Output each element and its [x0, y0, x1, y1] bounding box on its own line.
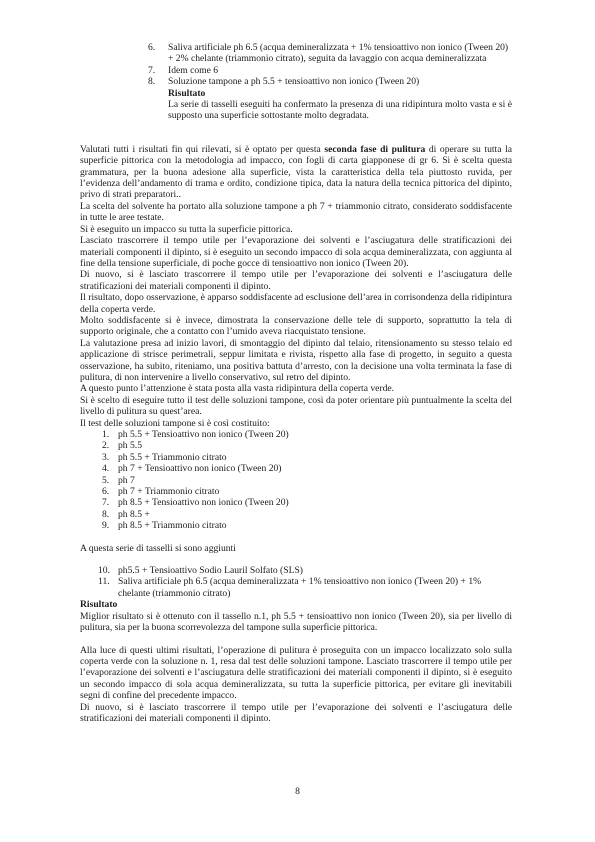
- list-item: [80, 463, 512, 474]
- paragraph: La valutazione presa ad inizio lavori, di smontaggio del dipinto dal telaio, ritensionamento su stesso telaio ed applicazione di strisce perimetrali, seppur limitata e rivista, rispetto alla fase di progetto, in seguito a questa osservazione, ha subito, riteniamo, una positiva battuta d’arresto, con la decisione una volta terminata la fase di pulitura, di non intervenire a livello conservativo, sul retro del dipinto.: [80, 337, 512, 383]
- list-item: [80, 520, 512, 531]
- result-text: Miglior risultato si è ottenuto con il tassello n.1, ph 5.5 + tensioattivo non ionico (Tween 20), sia per livello di pulitura, sia per la buona scorrevolezza del tampone sulla superficie pittorica.: [80, 610, 512, 634]
- list-text: ph 5.5: [118, 440, 142, 452]
- list-number: 3.: [102, 451, 110, 463]
- list-text: Saliva artificiale ph 6.5 (acqua demineralizzata + 1% tensioattivo non ionico (Tween 20) + 2% chelante (triammonio citrato), seguita da lavaggio con acqua demineralizzata: [168, 42, 509, 65]
- list-item: [80, 76, 512, 87]
- list-text: ph 7 + Triammonio citrato: [118, 486, 220, 498]
- paragraph: Il test delle soluzioni tampone si è così costituito:: [80, 417, 270, 429]
- list-text: ph 8.5 +: [118, 508, 150, 520]
- list-item: [80, 576, 512, 599]
- list-text: ph 5.5 + Tensioattivo non ionico (Tween 20): [118, 429, 289, 440]
- list-item: [80, 440, 512, 451]
- paragraph: Lasciato trascorrere il tempo utile per l’evaporazione dei solventi e l’asciugatura delle stratificazioni dei materiali componenti il dipinto, si è eseguito un secondo impacco di sola acqua demineralizzata, con aggiunta al fine della tensione superficiale, di poche gocce di tensioattivo non ionico (Tween 20).: [80, 235, 512, 269]
- paragraph: Si è scelto di eseguire tutto il test delle soluzioni tampone, così da poter orientare più puntualmente la scelta del livello di pulitura su quest’area.: [80, 394, 512, 418]
- list-number: 5.: [102, 474, 110, 486]
- paragraph: La scelta del solvente ha portato alla soluzione tampone a ph 7 + triammonio citrato, considerato soddisfacente in tutte le aree testate.: [80, 200, 512, 224]
- page-number: 8: [295, 786, 300, 797]
- paragraph: A questa serie di tasselli si sono aggiunti: [80, 542, 236, 554]
- list-item: [80, 42, 512, 65]
- list-text: ph 5.5 + Triammonio citrato: [118, 451, 227, 463]
- paragraph: Si è eseguito un impacco su tutta la superficie pittorica.: [80, 223, 293, 235]
- paragraph: [80, 144, 512, 201]
- list-number: 7.: [102, 497, 110, 509]
- result-heading: Risultato: [80, 599, 118, 611]
- document-page: [80, 42, 512, 724]
- list-text: Idem come 6: [168, 64, 219, 76]
- paragraph: Molto soddisfacente si è invece, dimostrata la conservazione delle tele di supporto, soprattutto la tela di supporto originale, che a contatto con l’umido aveva riacquistato tensione.: [80, 314, 512, 338]
- paragraph: A questo punto l’attenzione è stata posta alla vasta ridipintura della coperta verde.: [80, 383, 395, 395]
- buffer-solution-list: [80, 429, 512, 532]
- paragraph: Alla luce di questi ultimi risultati, l’operazione di pulitura è proseguita con un impacco localizzato solo sulla coperta verde con la soluzione n. 1, resa dal test delle soluzioni tampone. Lasciato trascorrere il tempo utile per l’evaporazione dei solventi e l’asciugatura delle stratificazioni dei materiali componenti il dipinto, si è eseguito un secondo impacco di sola acqua demineralizzata, su tutta la superficie pittorica, per evitare gli inevitabili segni di confine del precedente impacco.: [80, 644, 512, 702]
- paragraph-text: di operare su tutta la superficie pittorica con la metodologia ad impacco, con fogli di carta giapponese di gr 6. Si è scelta questa grammatura, per la buona adesione alla superficie, vista la caratteristica della tela piuttosto ruvida, per l’evidenza dell’andamento di trama e ordito, condizione tipica, data la natura della tecnica pittorica del dipinto, privo di strati preparatori..: [80, 143, 512, 201]
- paragraph: Di nuovo, si è lasciato trascorrere il tempo utile per l’evaporazione dei solventi e l’asciugatura delle stratificazioni dei materiali componenti il dipinto.: [80, 701, 512, 724]
- list-item: [80, 475, 512, 486]
- list-text: Soluzione tampone a ph 5.5 + tensioattivo non ionico (Tween 20): [168, 76, 420, 88]
- result-text: La serie di tasselli eseguiti ha confermato la presenza di una ridipintura molto vasta e si è supposto una superficie sottostante molto degradata.: [168, 99, 512, 122]
- list-item: [80, 486, 512, 497]
- list-text: ph5.5 + Tensioattivo Sodio Lauril Solfato (SLS): [118, 565, 303, 577]
- list-item: [80, 509, 512, 520]
- list-number: 7.: [148, 64, 156, 76]
- list-text: ph 7 + Tensioattivo non ionico (Tween 20): [118, 463, 282, 475]
- list-number: 4.: [102, 463, 110, 475]
- list-number: 2.: [102, 440, 110, 452]
- list-number: 1.: [102, 429, 110, 440]
- paragraph-text: Valutati tutti i risultati fin qui rilevati, si è optato per questa: [80, 143, 325, 155]
- list-text: Saliva artificiale ph 6.5 (acqua demineralizzata + 1% tensioattivo non ionico (Tween 20) + 1% chelante (triammonio citrato): [118, 576, 482, 599]
- list-item: [80, 452, 512, 463]
- list-text: ph 8.5 + Triammonio citrato: [118, 520, 227, 532]
- list-number: 8.: [102, 508, 110, 520]
- paragraph: Il risultato, dopo osservazione, è apparso soddisfacente ad esclusione dell’area in corrisondenza della ridipintura della coperta verde.: [80, 292, 512, 315]
- list-text: ph 7: [118, 474, 135, 486]
- list-number: 11.: [98, 576, 110, 588]
- top-result-block: [80, 88, 512, 122]
- extra-test-list: [80, 565, 512, 599]
- list-number: 6.: [102, 486, 110, 498]
- emphasis-text: seconda fase di pulitura: [324, 143, 426, 155]
- list-item: [80, 565, 512, 576]
- list-item: [80, 429, 512, 440]
- paragraph: Di nuovo, si è lasciato trascorrere il tempo utile per l’evaporazione dei solventi e l’asciugatura delle stratificazioni dei materiali componenti il dipinto.: [80, 269, 512, 292]
- top-test-list: [80, 42, 512, 88]
- result-heading: Risultato: [168, 87, 206, 99]
- list-text: ph 8.5 + Tensioattivo non ionico (Tween 20): [118, 497, 289, 509]
- list-number: 9.: [102, 520, 110, 532]
- list-number: 8.: [148, 76, 156, 88]
- list-item: [80, 65, 512, 76]
- list-number: 6.: [148, 42, 156, 53]
- list-item: [80, 497, 512, 508]
- list-number: 10.: [98, 565, 110, 577]
